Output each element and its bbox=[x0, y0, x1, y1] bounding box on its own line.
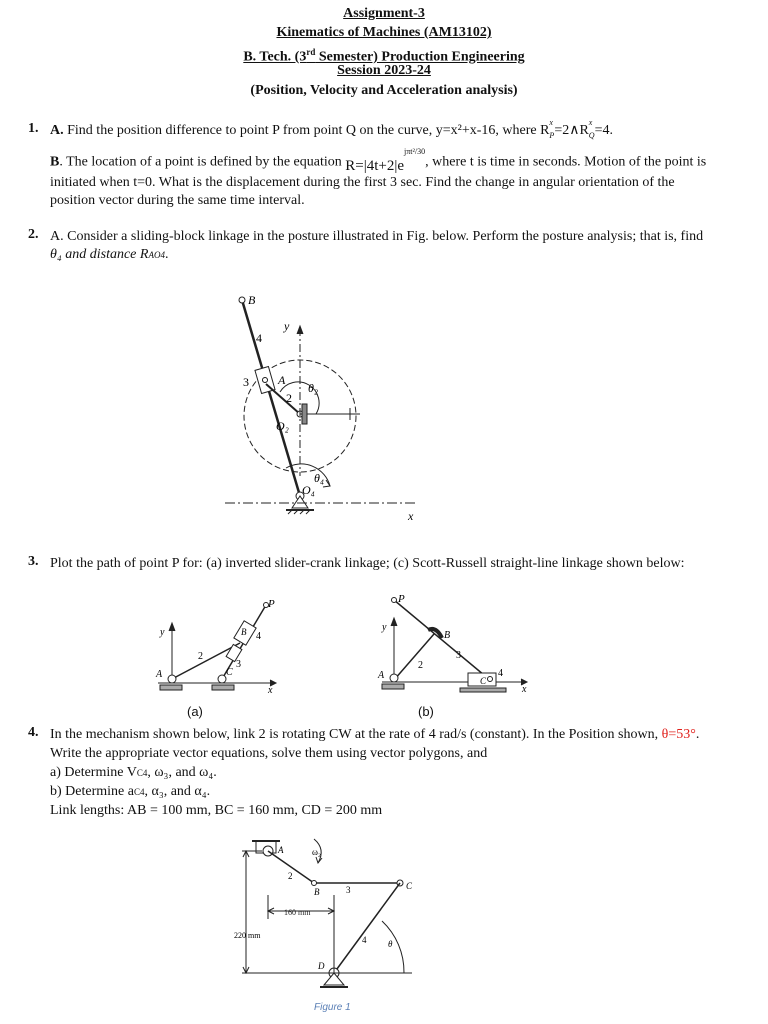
fig3a-label-y: y bbox=[160, 627, 165, 638]
q4-number: 4. bbox=[28, 725, 39, 740]
q2-line1: A. Consider a sliding-block linkage in the posture illustrated in Fig. below. Perform the posture analysis; that is, find bbox=[50, 229, 704, 244]
fig4-label-omega2: ω₂ bbox=[312, 847, 322, 857]
fig3b-label-2: 2 bbox=[418, 660, 423, 671]
q4-line4: b) Determine aC4, α₃, and α₄. bbox=[50, 784, 211, 799]
fig4-label-d: D bbox=[318, 961, 325, 971]
fig3b-label-x: x bbox=[522, 684, 527, 695]
fig3b-label-4: 4 bbox=[498, 668, 503, 679]
assignment-title: Assignment-3 bbox=[343, 6, 425, 21]
fig3a-label-2: 2 bbox=[198, 651, 203, 662]
fig2-label-3: 3 bbox=[243, 375, 249, 389]
fig3b-label-a: A bbox=[378, 670, 385, 681]
fig3b-label-b: B bbox=[444, 630, 451, 641]
course-title: Kinematics of Machines (AM13102) bbox=[276, 25, 492, 40]
fig2-label-b: B bbox=[248, 293, 256, 307]
four-bar-mechanism-diagram bbox=[232, 835, 422, 1005]
q2-number: 2. bbox=[28, 227, 39, 242]
fig4-label-160mm: 160 mm bbox=[284, 908, 311, 917]
figure-1-caption: Figure 1 bbox=[314, 1002, 351, 1013]
q1-number: 1. bbox=[28, 121, 39, 136]
q4-line5: Link lengths: AB = 100 mm, BC = 160 mm, CD = 200 mm bbox=[50, 803, 383, 818]
q4-line3: a) Determine VC4, ω₃, and ω₄. bbox=[50, 765, 217, 780]
topic-subtitle: (Position, Velocity and Acceleration analysis) bbox=[250, 83, 518, 98]
fig2-label-theta4: θ₄ bbox=[314, 471, 325, 485]
fig3b-label-p: P bbox=[398, 593, 405, 605]
fig2-label-y: y bbox=[284, 319, 290, 333]
fig3b-label-y: y bbox=[382, 622, 387, 633]
fig4-label-3: 3 bbox=[346, 885, 351, 895]
q1-part-b-line3: position vector during the same time interval. bbox=[50, 193, 305, 208]
fig4-label-4: 4 bbox=[362, 935, 367, 945]
fig2-label-x: x bbox=[408, 509, 414, 523]
fig3a-caption: (a) bbox=[187, 704, 203, 719]
fig4-label-2: 2 bbox=[288, 871, 293, 881]
scott-russell-linkage-diagram bbox=[372, 590, 532, 695]
fig2-label-4: 4 bbox=[256, 331, 262, 345]
q2-line2: θ₄ and distance RAO4. bbox=[50, 247, 169, 262]
fig2-label-o4: O₄ bbox=[302, 483, 315, 497]
q3-text: Plot the path of point P for: (a) inverted slider-crank linkage; (c) Scott-Russell straight-line linkage shown below: bbox=[50, 556, 685, 571]
fig3a-label-c: C bbox=[226, 667, 233, 678]
session-title: Session 2023-24 bbox=[337, 63, 431, 78]
fig4-label-a: A bbox=[278, 845, 284, 855]
fig3b-caption: (b) bbox=[418, 704, 434, 719]
q1-part-b: B. The location of a point is defined by the equation $R=|4t+2|e^{j\pi t^2/30}$, where t is time in seconds. Motion of the point is bbox=[50, 147, 707, 174]
q1-part-b-line2: initiated when t=0. What is the displacement during the first 3 sec. Find the change in angular orientation of the bbox=[50, 175, 675, 190]
fig2-label-2: 2 bbox=[286, 391, 292, 405]
fig3a-label-b: B bbox=[241, 627, 247, 637]
fig3b-label-c: C bbox=[480, 676, 487, 686]
inverted-slider-crank-diagram bbox=[148, 595, 288, 695]
fig4-label-b: B bbox=[314, 887, 320, 897]
fig2-label-theta2: θ₂ bbox=[308, 381, 319, 395]
fig3b-label-3: 3 bbox=[456, 650, 461, 661]
fig3a-label-p: P bbox=[268, 598, 275, 610]
fig4-label-220mm: 220 mm bbox=[234, 931, 261, 940]
fig2-label-o2: O₂ bbox=[276, 419, 289, 433]
q3-number: 3. bbox=[28, 554, 39, 569]
fig3a-label-a: A bbox=[156, 669, 163, 680]
program-title: B. Tech. (3rd Semester) Production Engineering bbox=[243, 47, 525, 65]
fig3a-label-4: 4 bbox=[256, 631, 261, 642]
fig3a-label-x: x bbox=[268, 685, 273, 695]
fig4-label-theta: θ bbox=[388, 939, 393, 949]
sliding-block-linkage-diagram bbox=[220, 288, 430, 523]
fig2-label-a: A bbox=[278, 373, 286, 387]
q4-line1: In the mechanism shown below, link 2 is rotating CW at the rate of 4 rad/s (constant). In the Position shown, θ=53°. bbox=[50, 727, 700, 742]
q4-line2: Write the appropriate vector equations, solve them using vector polygons, and bbox=[50, 746, 488, 761]
fig4-label-c: C bbox=[406, 881, 413, 891]
q1-part-a: A. Find the position difference to point P from point Q on the curve, y=x²+x-16, where R x $_P$=2∧R x $_Q$=4. bbox=[50, 118, 613, 140]
fig3a-label-3: 3 bbox=[236, 659, 241, 670]
